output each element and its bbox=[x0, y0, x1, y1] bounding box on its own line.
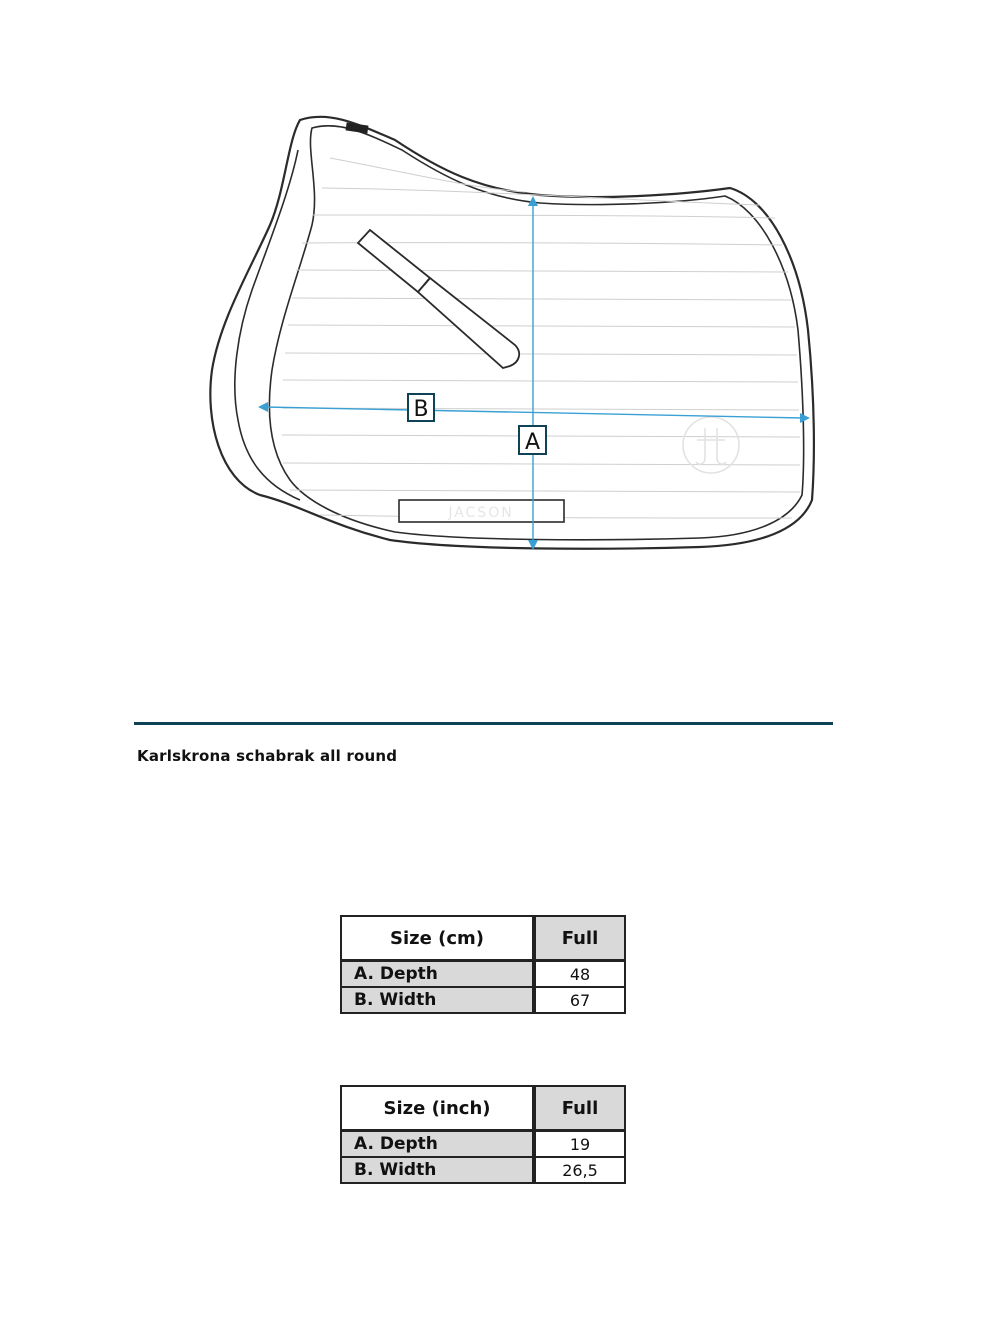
brand-patch-text: JACSON bbox=[448, 505, 514, 521]
table-row bbox=[341, 961, 625, 988]
row-label: B. Width bbox=[341, 1157, 534, 1183]
row-value: 19 bbox=[534, 1131, 625, 1158]
saddle-pad-diagram bbox=[0, 0, 1000, 620]
row-value: 67 bbox=[534, 987, 625, 1013]
size-table-column: Full bbox=[534, 1086, 625, 1131]
size-table-column: Full bbox=[534, 916, 625, 961]
label-a: A bbox=[524, 430, 541, 455]
row-label: A. Depth bbox=[341, 1131, 534, 1158]
table-row bbox=[341, 1157, 625, 1183]
row-value: 26,5 bbox=[534, 1157, 625, 1183]
row-label: B. Width bbox=[341, 987, 534, 1013]
row-label: A. Depth bbox=[341, 961, 534, 988]
table-row bbox=[341, 1131, 625, 1158]
row-value: 48 bbox=[534, 961, 625, 988]
size-table-inch bbox=[340, 1085, 626, 1184]
size-table-header: Size (inch) bbox=[341, 1086, 534, 1131]
size-table-cm bbox=[340, 915, 626, 1014]
pad-outer-outline bbox=[210, 117, 814, 549]
size-table-header: Size (cm) bbox=[341, 916, 534, 961]
table-row bbox=[341, 987, 625, 1013]
section-divider bbox=[134, 722, 833, 725]
product-title: Karlskrona schabrak all round bbox=[137, 747, 398, 765]
label-b: B bbox=[413, 397, 429, 422]
